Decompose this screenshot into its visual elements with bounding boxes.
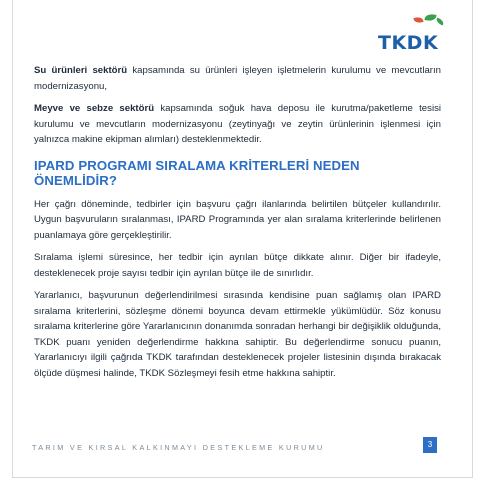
paragraph-text: kapsamında su ürünleri işleyen işletmelerin kurulumu ve mevcutların modernizasyonu, [34, 65, 441, 92]
paragraph-cagri: Her çağrı döneminde, tedbirler için başvuru çağrı ilanlarında belirtilen bütçeler kullandırılır. Uygun başvuruların sıralanması, IPARD Programında yer alan sıralama kriterlerinde belirlenen puanlamaya göre gerçekleştirilir. [34, 198, 441, 241]
paragraph-yararlanici: Yararlanıcı, başvurunun değerlendirilmesi sırasında kendisine puan sağlamış olan IPARD sıralama kriterlerini, sözleşme dönemi boyunca devam ettirmekle yükümlüdür. Söz konusu sıralama kriterlerine göre Yararlanıcının donanımda sonradan herhangi bir değişiklik olduğunda, TKDK puanı yeniden değerlendirme hakkına sahiptir. Bu değerlendirme sonucu puanın, Yararlanıcıyı ilgili çağrıda TKDK tarafından desteklenecek projeler listesinin dışında bırakacak ölçüde düşmesi halinde, TKDK Sözleşmeyi fesih etme hakkına sahiptir. [34, 290, 441, 379]
section-heading: IPARD PROGRAMI SIRALAMA KRİTERLERİ NEDEN ÖNEMLİDİR? [34, 157, 360, 188]
paragraph-su-urunleri [34, 63, 441, 94]
page-number: 3 [423, 437, 437, 453]
sector-label: Su ürünleri sektörü [34, 65, 128, 76]
logo-text: TKDK [378, 32, 439, 54]
footer-institution-name: TARIM VE KIRSAL KALKINMAYI DESTEKLEME KURUMU [32, 443, 325, 452]
leaf-icon [413, 16, 423, 24]
paragraph-meyve-sebze [34, 101, 441, 148]
leaf-icon [435, 18, 444, 26]
sector-label: Meyve ve sebze sektörü [34, 103, 155, 114]
leaf-icon [424, 13, 436, 22]
paragraph-text: kapsamında soğuk hava deposu ile kurutma/paketleme tesisi kurulumu ve mevcutların modernizasyonu (zeytinyağı ve zeytin ürünlerinin işlenmesi için yalnızca makine ekipman alımları) desteklenmektedir. [34, 103, 441, 145]
tkdk-logo [378, 14, 450, 54]
paragraph-siralama: Sıralama işlemi süresince, her tedbir için ayrılan bütçe dikkate alınır. Diğer bir ifadeyle, desteklenecek proje sayısı tedbir için ayrılan bütçe ile de sınırlıdır. [34, 252, 441, 279]
document-body [34, 63, 441, 388]
